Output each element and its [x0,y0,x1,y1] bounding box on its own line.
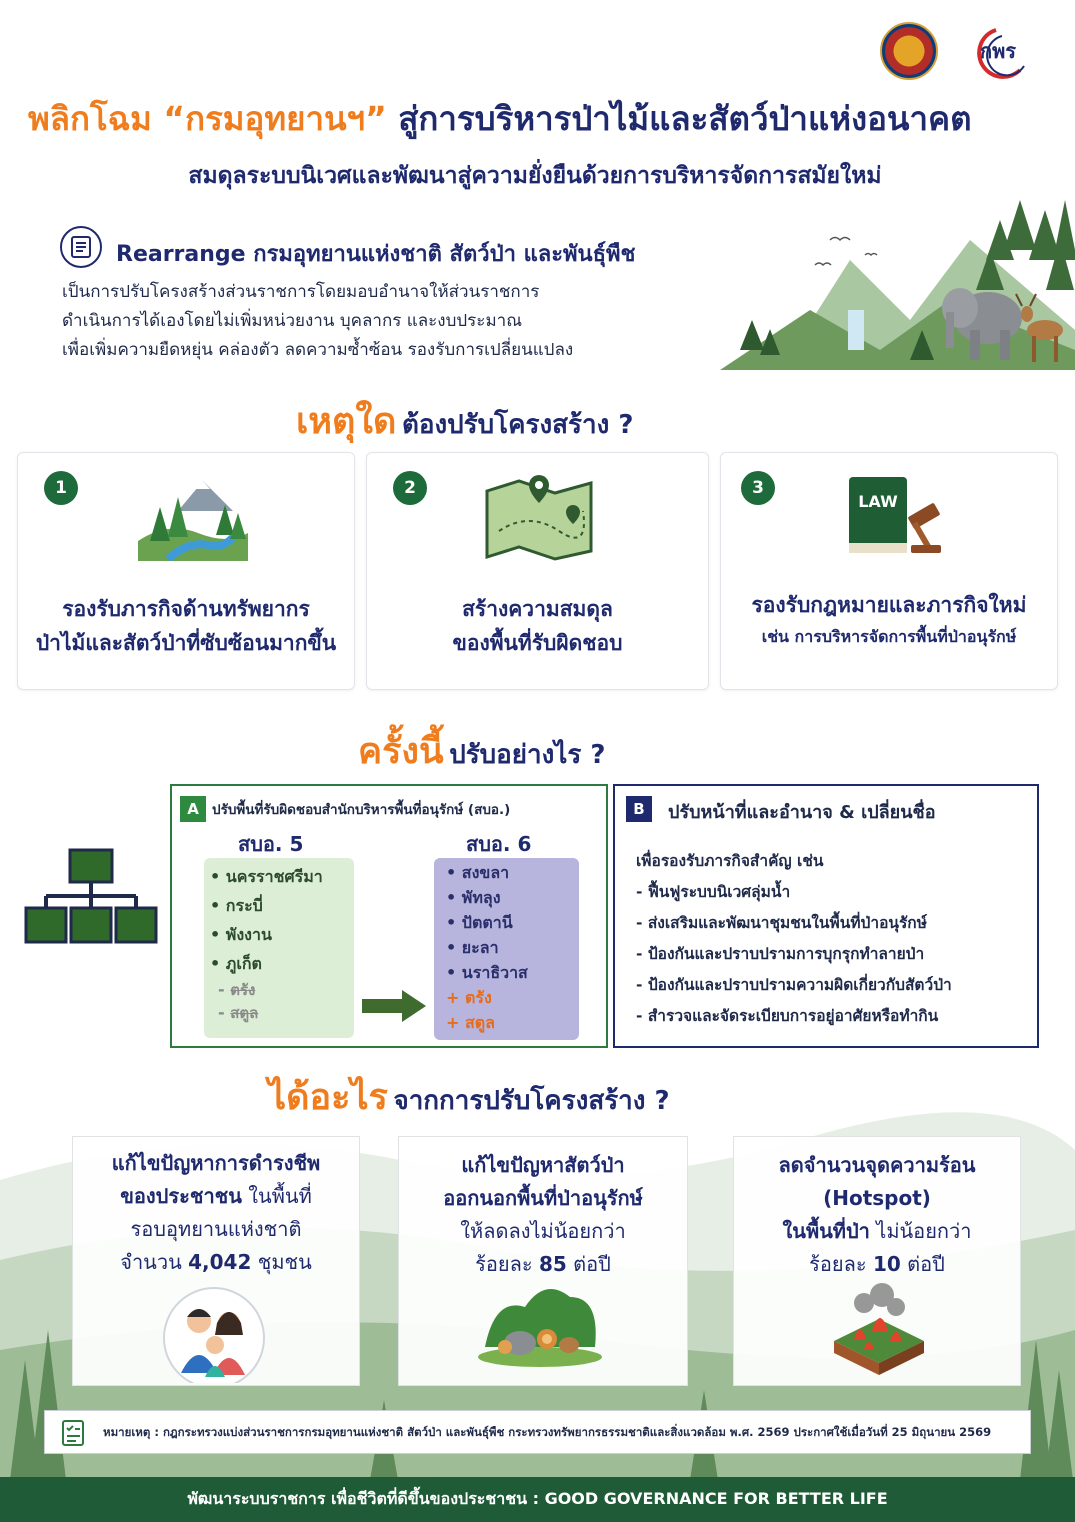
family-icon [159,1283,269,1383]
box-b-item: - ส่งเสริมและพัฒนาชุมชนในพื้นที่ป่าอนุรักษ์ [636,914,927,932]
how-section-title [358,722,605,779]
gain-card-2 [398,1136,688,1386]
dnp-seal-logo [880,22,938,80]
why-card-line2: ของพื้นที่รับผิดชอบ [452,631,623,655]
province-item: • พังงาน [210,925,272,944]
box-b-item: - ป้องกันและปราบปรามการบุกรุกทำลายป่า [636,945,925,963]
gain-card-1 [72,1136,360,1386]
org-chart-icon [22,848,160,946]
gain-line: ของประชาชน ในพื้นที่ [120,1184,312,1208]
gain-title-highlight: ได้อะไร [268,1077,388,1118]
box-b-intro: เพื่อรองรับภารกิจสำคัญ เช่น [636,852,824,870]
gain-line: ร้อยละ 10 ต่อปี [809,1252,945,1276]
why-title-rest: ต้องปรับโครงสร้าง ? [401,410,634,440]
forest-elephant-deer-illustration [720,200,1075,370]
wildlife-icon [475,1287,605,1367]
gain-section-title [268,1068,670,1125]
province-item: • ยะลา [446,938,499,957]
why-card-1 [17,452,355,690]
map-icon [479,471,599,561]
number-badge: 2 [393,471,427,505]
province-item: • กระบี่ [210,896,263,915]
forest-river-icon [138,471,248,561]
gain-line: แก้ไขปัญหาการดำรงชีพ [111,1151,321,1175]
gain-line: ในพื้นที่ป่า ไม่น้อยกว่า [782,1219,972,1243]
why-card-2 [366,452,709,690]
rearrange-line: เป็นการปรับโครงสร้างส่วนราชการโดยมอบอำนาจให้ส่วนราชการ [62,282,540,302]
footnote-box [44,1410,1031,1454]
rearrange-line: ดำเนินการได้เองโดยไม่เพิ่มหน่วยงาน บุคลากร และงบประมาณ [62,311,522,331]
province-added: + สตูล [446,1013,495,1032]
province-item: • พัทลุง [446,888,501,907]
rearrange-line: เพื่อเพิ่มความยืดหยุ่น คล่องตัว ลดความซ้ำซ้อน รองรับการเปลี่ยนแปลง [62,340,574,360]
document-list-icon [60,226,102,268]
gain-line: ร้อยละ 85 ต่อปี [475,1252,611,1276]
gain-card-3 [733,1136,1021,1386]
why-card-line2: เช่น การบริหารจัดการพื้นที่ป่าอนุรักษ์ [761,627,1017,646]
province-list-left [204,858,354,1038]
why-section-title [296,392,633,449]
how-title-rest: ปรับอย่างไร ? [449,740,606,770]
why-title-highlight: เหตุใด [296,401,397,442]
province-removed: - ตรัง [218,980,256,999]
number-badge: 1 [44,471,78,505]
why-card-line2: ป่าไม้และสัตว์ป่าที่ซับซ้อนมากขึ้น [35,631,337,655]
box-b-tag: B [626,796,652,822]
how-title-highlight: ครั้งนี้ [358,731,444,772]
why-card-line1: รองรับภารกิจด้านทรัพยากร [62,597,310,621]
opdc-logo-text: กพร [980,39,1017,63]
province-item: • นราธิวาส [446,963,528,982]
province-item: • สงขลา [446,863,510,882]
box-b-list [636,846,1036,1032]
province-removed: - สตูล [218,1003,259,1022]
page-subtitle: สมดุลระบบนิเวศและพัฒนาสู่ความยั่งยืนด้วยการบริหารจัดการสมัยใหม่ [188,163,882,189]
province-added: + ตรัง [446,988,492,1007]
why-card-3 [720,452,1058,690]
box-a-left-header: สบอ. 5 [238,832,304,856]
title-highlight: พลิกโฉม “กรมอุทยานฯ” [28,99,387,138]
gain-line: ลดจำนวนจุดความร้อน [778,1153,976,1177]
gain-line: รอบอุทยานแห่งชาติ [130,1217,302,1241]
gain-line: ให้ลดลงไม่น้อยกว่า [460,1219,626,1243]
box-b-title: ปรับหน้าที่และอำนาจ & เปลี่ยนชื่อ [668,802,936,823]
gain-line: ออกนอกพื้นที่ป่าอนุรักษ์ [443,1186,643,1210]
box-a-title: ปรับพื้นที่รับผิดชอบสำนักบริหารพื้นที่อนุรักษ์ (สบอ.) [212,802,511,818]
why-card-line1: สร้างความสมดุล [462,597,613,621]
opdc-logo [962,26,1032,82]
why-card-line1: รองรับกฎหมายและภารกิจใหม่ [751,593,1027,617]
arrow-right-icon [362,988,428,1024]
rearrange-title: Rearrange กรมอุทยานแห่งชาติ สัตว์ป่า และพันธุ์พืช [116,242,636,267]
box-a-tag: A [180,796,206,822]
box-a-right-header: สบอ. 6 [466,832,532,856]
law-book-icon [843,473,953,557]
checklist-icon [61,1419,87,1447]
gain-title-rest: จากการปรับโครงสร้าง ? [393,1086,670,1116]
footnote-text: หมายเหตุ : กฎกระทรวงแบ่งส่วนราชการกรมอุทยานแห่งชาติ สัตว์ป่า และพันธุ์พืช กระทรวงทรัพยากรธรรมชาติและสิ่งแวดล้อม พ.ศ. 2569 ประกาศใช้เมื่อวันที่ 25 มิถุนายน 2569 [103,1425,992,1439]
gain-line: (Hotspot) [823,1186,931,1210]
rearrange-description [62,278,722,365]
province-item: • ปัตตานี [446,913,513,932]
forest-fire-icon [824,1279,934,1379]
footer-slogan: พัฒนาระบบราชการ เพื่อชีวิตที่ดีขึ้นของประชาชน : GOOD GOVERNANCE FOR BETTER LIFE [0,1477,1075,1522]
province-item: • นครราชศรีมา [210,867,323,886]
law-label: LAW [858,492,898,511]
province-list-right [434,858,579,1040]
title-main: สู่การบริหารป่าไม้และสัตว์ป่าแห่งอนาคต [398,99,972,138]
gain-line: จำนวน 4,042 ชุมชน [120,1250,312,1274]
box-b-item: - สำรวจและจัดระเบียบการอยู่อาศัยหรือทำกิน [636,1007,939,1025]
number-badge: 3 [741,471,775,505]
province-item: • ภูเก็ต [210,954,262,973]
box-b-item: - ป้องกันและปราบปรามความผิดเกี่ยวกับสัตว์ป่า [636,976,952,994]
gain-line: แก้ไขปัญหาสัตว์ป่า [461,1153,625,1177]
page-title [28,92,1058,145]
box-b-item: - ฟื้นฟูระบบนิเวศลุ่มน้ำ [636,883,791,901]
